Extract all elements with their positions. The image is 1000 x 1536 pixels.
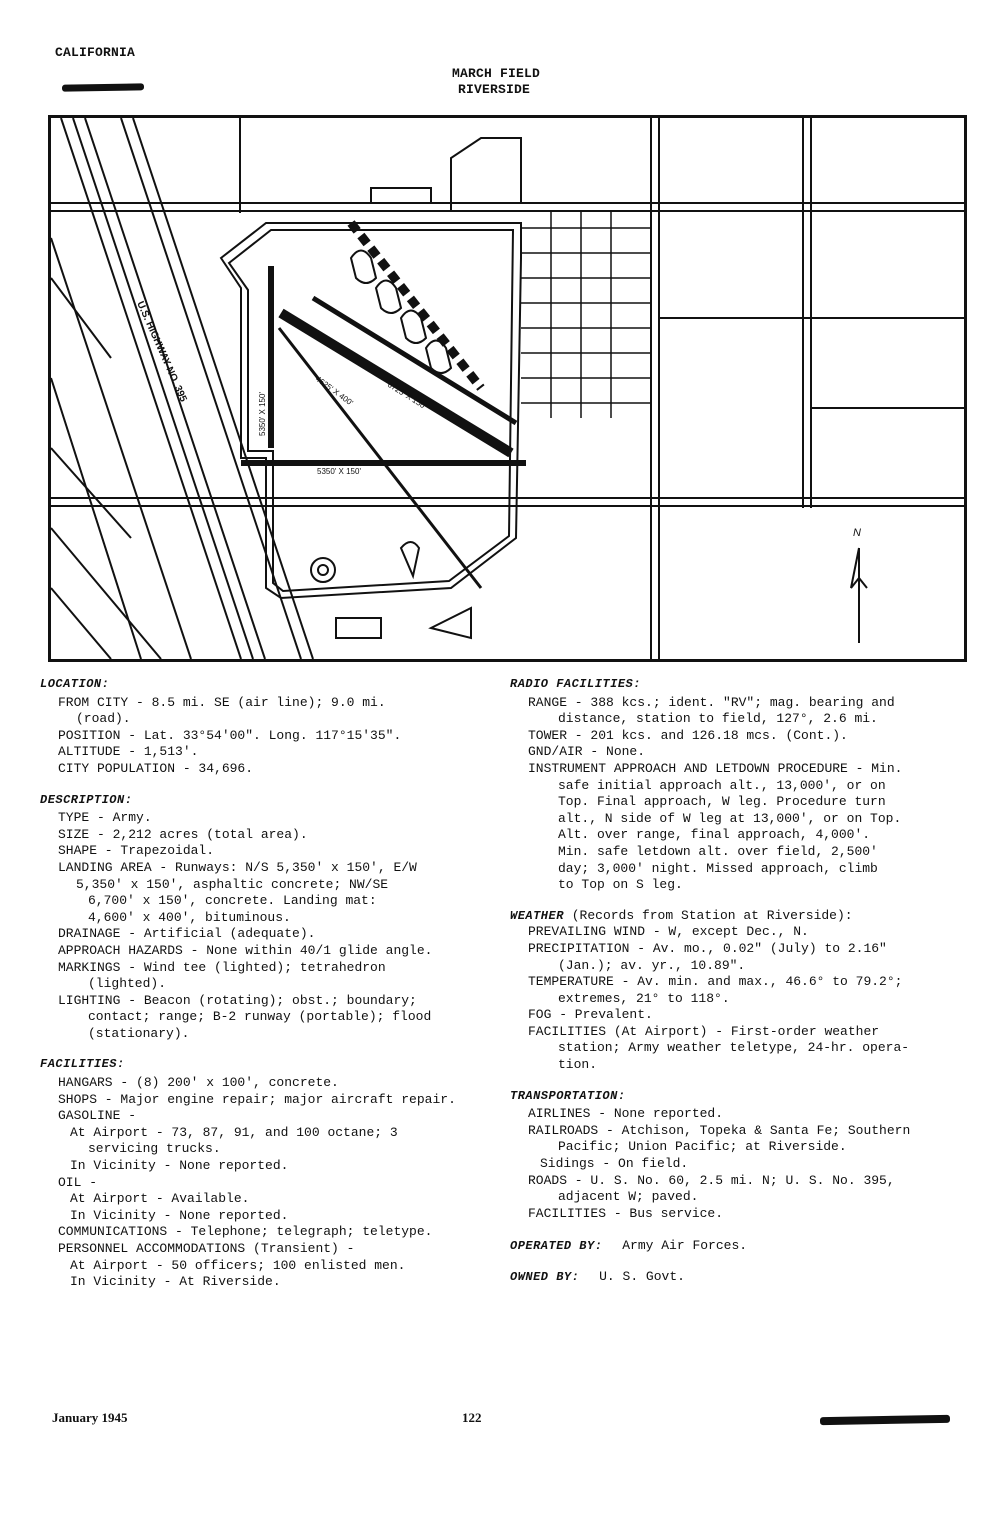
facilities-line: HANGARS - (8) 200' x 100', concrete. <box>58 1075 339 1091</box>
north-label: N <box>853 527 861 539</box>
transport-title: TRANSPORTATION: <box>510 1088 626 1103</box>
page-number: 122 <box>462 1410 482 1425</box>
weather-line: extremes, 21° to 118°. <box>558 990 730 1006</box>
airfield-map-drawing <box>51 118 964 659</box>
operated-by <box>510 1238 960 1255</box>
operated-title: OPERATED BY: <box>510 1239 603 1254</box>
facilities-line: SHOPS - Major engine repair; major aircraft repair. <box>58 1091 456 1107</box>
weather-line: TEMPERATURE - Av. min. and max., 46.6° to 79.2°; <box>528 974 903 990</box>
facilities-line: At Airport - 50 officers; 100 enlisted men. <box>70 1257 406 1273</box>
radio-line: RANGE - 388 kcs.; ident. "RV"; mag. bearing and <box>528 694 895 710</box>
operated-value: Army Air Forces. <box>622 1238 748 1254</box>
radio-line: safe initial approach alt., 13,000', or on <box>558 777 886 793</box>
facilities-line: GASOLINE - <box>58 1108 137 1124</box>
location-line: ALTITUDE - 1,513'. <box>58 744 199 760</box>
weather-line: tion. <box>558 1057 598 1073</box>
transport-line: AIRLINES - None reported. <box>528 1106 724 1122</box>
weather-line: (Jan.); av. yr., 10.89". <box>558 957 746 973</box>
owned-value: U. S. Govt. <box>599 1269 685 1284</box>
airfield-map <box>48 115 967 662</box>
facilities-line: COMMUNICATIONS - Telephone; telegraph; teletype. <box>58 1224 433 1240</box>
description-line: 5,350' x 150', asphaltic concrete; NW/SE <box>76 876 389 892</box>
description-line: (stationary). <box>88 1025 190 1041</box>
description-line: contact; range; B-2 runway (portable); flood <box>88 1009 432 1025</box>
facilities-line: At Airport - 73, 87, 91, and 100 octane; 3 <box>70 1124 398 1140</box>
radio-line: Top. Final approach, W leg. Procedure turn <box>558 794 886 810</box>
transport-line: RAILROADS - Atchison, Topeka & Santa Fe; Southern <box>528 1122 911 1138</box>
transport-line: Sidings - On field. <box>540 1156 689 1172</box>
north-arrow-icon <box>851 548 867 643</box>
field-name-heading: MARCH FIELD <box>452 66 541 81</box>
runway-nw-label: 6725' X 150' <box>385 380 429 412</box>
location-line: FROM CITY - 8.5 mi. SE (air line); 9.0 mi. <box>58 694 386 710</box>
location-line: CITY POPULATION - 34,696. <box>58 760 254 776</box>
state-heading: CALIFORNIA <box>55 45 136 60</box>
facilities-line: servicing trucks. <box>88 1141 221 1157</box>
left-column <box>40 676 500 1291</box>
description-line: (lighted). <box>88 976 167 992</box>
owned-title: OWNED BY: <box>510 1270 580 1284</box>
weather-intro: (Records from Station at Riverside): <box>571 907 853 923</box>
location-title: LOCATION: <box>40 677 110 691</box>
description-line: LIGHTING - Beacon (rotating); obst.; boundary; <box>58 992 417 1008</box>
facilities-title: FACILITIES: <box>40 1057 125 1072</box>
highway-label: U.S. HIGHWAY NO. 395 <box>134 299 189 404</box>
redaction-mark-top <box>62 83 144 91</box>
radio-line: day; 3,000' night. Missed approach, climb <box>558 860 878 876</box>
right-column <box>510 676 960 1286</box>
facilities-line: PERSONNEL ACCOMMODATIONS (Transient) - <box>58 1241 355 1256</box>
description-title: DESCRIPTION: <box>40 792 133 807</box>
radio-line: Min. safe letdown alt. over field, 2,500' <box>558 843 878 859</box>
radio-line: distance, station to field, 127°, 2.6 mi. <box>558 711 878 727</box>
radio-line: to Top on S leg. <box>558 877 683 893</box>
weather-line: PREVAILING WIND - W, except Dec., N. <box>528 924 809 940</box>
description-line: LANDING AREA - Runways: N/S 5,350' x 150', E/W <box>58 859 417 875</box>
description-line: SIZE - 2,212 acres (total area). <box>58 826 308 842</box>
facilities-line: In Vicinity - None reported. <box>70 1207 289 1223</box>
weather-line: PRECIPITATION - Av. mo., 0.02" (July) to 2.16" <box>528 940 887 956</box>
radio-line: Alt. over range, final approach, 4,000'. <box>558 827 871 843</box>
transport-line: ROADS - U. S. No. 60, 2.5 mi. N; U. S. No. 395, <box>528 1172 895 1188</box>
weather-line: FACILITIES (At Airport) - First-order weather <box>528 1023 880 1039</box>
owned-by <box>510 1269 960 1286</box>
description-line: 6,700' x 150', concrete. Landing mat: <box>88 893 377 909</box>
weather-heading <box>510 908 960 925</box>
description-line: 4,600' x 400', bituminous. <box>88 909 291 925</box>
radio-line: GND/AIR - None. <box>528 744 646 760</box>
description-line: APPROACH HAZARDS - None within 40/1 glide angle. <box>58 942 433 958</box>
facilities-line: At Airport - Available. <box>70 1191 250 1207</box>
description-line: SHAPE - Trapezoidal. <box>58 843 215 859</box>
redaction-mark-bottom <box>820 1415 950 1425</box>
radio-title: RADIO FACILITIES: <box>510 677 641 691</box>
facilities-line: OIL - <box>58 1174 98 1190</box>
transport-line: Pacific; Union Pacific; at Riverside. <box>558 1139 847 1155</box>
runway-ew-label: 5350' X 150' <box>317 467 361 476</box>
transport-line: adjacent W; paved. <box>558 1189 699 1205</box>
city-heading: RIVERSIDE <box>458 82 531 97</box>
runway-ns-label: 5350' X 150' <box>258 392 267 436</box>
footer-date: January 1945 <box>52 1410 128 1425</box>
transport-line: FACILITIES - Bus service. <box>528 1205 724 1221</box>
description-line: DRAINAGE - Artificial (adequate). <box>58 926 316 942</box>
radio-line: TOWER - 201 kcs. and 126.18 mcs. (Cont.). <box>528 727 848 743</box>
location-line: (road). <box>76 711 131 727</box>
facilities-line: In Vicinity - None reported. <box>70 1158 289 1174</box>
landing-mat-label: 4625' X 400' <box>313 374 355 408</box>
radio-line: alt., N side of W leg at 13,000', or on Top. <box>558 810 902 826</box>
radio-line: INSTRUMENT APPROACH AND LETDOWN PROCEDURE - Min. <box>528 760 903 776</box>
weather-line: station; Army weather teletype, 24-hr. opera- <box>558 1040 910 1056</box>
weather-title: WEATHER <box>510 908 564 923</box>
description-line: MARKINGS - Wind tee (lighted); tetrahedron <box>58 959 386 975</box>
highway-line <box>61 118 241 659</box>
weather-line: FOG - Prevalent. <box>528 1007 653 1023</box>
location-line: POSITION - Lat. 33°54'00". Long. 117°15'35". <box>58 727 402 743</box>
description-line: TYPE - Army. <box>58 810 152 826</box>
facilities-line: In Vicinity - At Riverside. <box>70 1274 281 1290</box>
